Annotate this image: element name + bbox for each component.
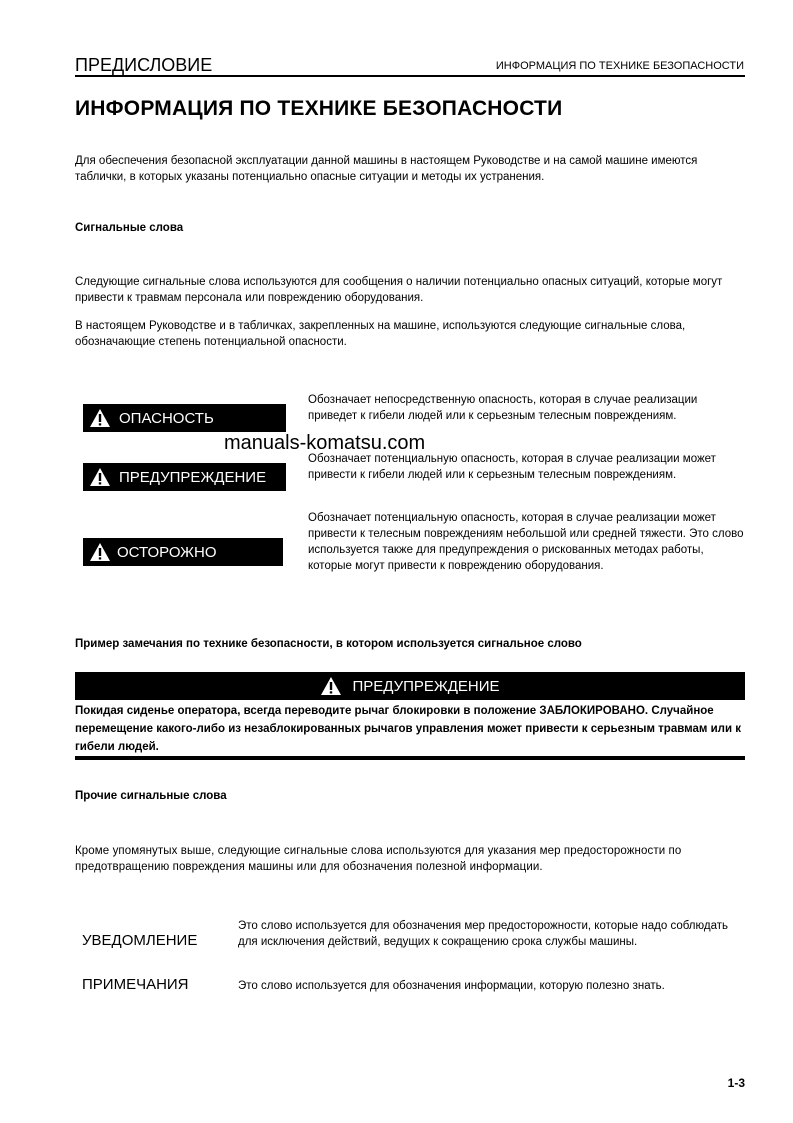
example-warning-banner	[75, 672, 745, 700]
header-topic: ИНФОРМАЦИЯ ПО ТЕХНИКЕ БЕЗОПАСНОСТИ	[495, 60, 744, 72]
warning-triangle-icon	[89, 408, 111, 428]
signal-words-heading: Сигнальные слова	[75, 222, 184, 234]
page-number: 1-3	[727, 1076, 745, 1090]
example-banner-label: ПРЕДУПРЕЖДЕНИЕ	[352, 677, 500, 695]
header-rule	[75, 75, 745, 77]
watermark: manuals-komatsu.com	[224, 432, 426, 454]
caution-badge	[83, 538, 283, 566]
term-remarks-description: Это слово используется для обозначения информации, которую полезно знать.	[238, 980, 665, 992]
signal-words-para2: В настоящем Руководстве и в табличках, закрепленных на машине, используются следующие сигнальные слова, обозначающие степень потенциальной опасности.	[75, 320, 686, 348]
warning-triangle-icon	[89, 467, 111, 487]
warning-triangle-icon	[320, 676, 342, 696]
caution-label: ОСТОРОЖНО	[117, 543, 217, 561]
warning-badge	[83, 463, 286, 491]
term-remarks: ПРИМЕЧАНИЯ	[82, 976, 189, 993]
example-warning-text: Покидая сиденье оператора, всегда переводите рычаг блокировки в положение ЗАБЛОКИРОВАНО. Случайное перемещение какого-либо из незаблокированных рычагов управления может привести к серьезным травмам или к гибели людей.	[75, 705, 741, 753]
caution-description: Обозначает потенциальную опасность, которая в случае реализации может привести к телесным повреждениям небольшой или средней тяжести. Это слово используется также для предупреждения о рискованных методах работы, которые могут привести к повреждению оборудования.	[308, 512, 744, 572]
intro-paragraph: Для обеспечения безопасной эксплуатации данной машины в настоящем Руководстве и на самой машине имеются таблички, в которых указаны потенциально опасные ситуации и методы их устранения.	[75, 155, 698, 183]
example-heading: Пример замечания по технике безопасности, в котором используется сигнальное слово	[75, 638, 582, 650]
warning-description: Обозначает потенциальную опасность, которая в случае реализации может привести к гибели людей или к серьезным телесным повреждениям.	[308, 453, 716, 481]
other-words-para: Кроме упомянутых выше, следующие сигнальные слова используются для указания мер предосторожности по предотвращению повреждения машины или для обозначения полезной информации.	[75, 845, 682, 873]
page-title: ИНФОРМАЦИЯ ПО ТЕХНИКЕ БЕЗОПАСНОСТИ	[75, 97, 563, 120]
example-bottom-rule	[75, 756, 745, 760]
warning-label: ПРЕДУПРЕЖДЕНИЕ	[119, 468, 267, 486]
other-words-heading: Прочие сигнальные слова	[75, 790, 227, 802]
signal-words-para1: Следующие сигнальные слова используются для сообщения о наличии потенциально опасных ситуаций, которые могут привести к травмам персонала или повреждению оборудования.	[75, 276, 723, 304]
danger-badge	[83, 404, 286, 432]
danger-label: ОПАСНОСТЬ	[119, 409, 214, 427]
warning-triangle-icon	[89, 542, 111, 562]
danger-description: Обозначает непосредственную опасность, которая в случае реализации приведет к гибели людей или к серьезным телесным повреждениям.	[308, 394, 698, 422]
term-notice: УВЕДОМЛЕНИЕ	[82, 932, 198, 949]
header-section: ПРЕДИСЛОВИЕ	[75, 55, 213, 75]
term-notice-description: Это слово используется для обозначения мер предосторожности, которые надо соблюдать для исключения действий, ведущих к сокращению срока службы машины.	[238, 920, 728, 948]
